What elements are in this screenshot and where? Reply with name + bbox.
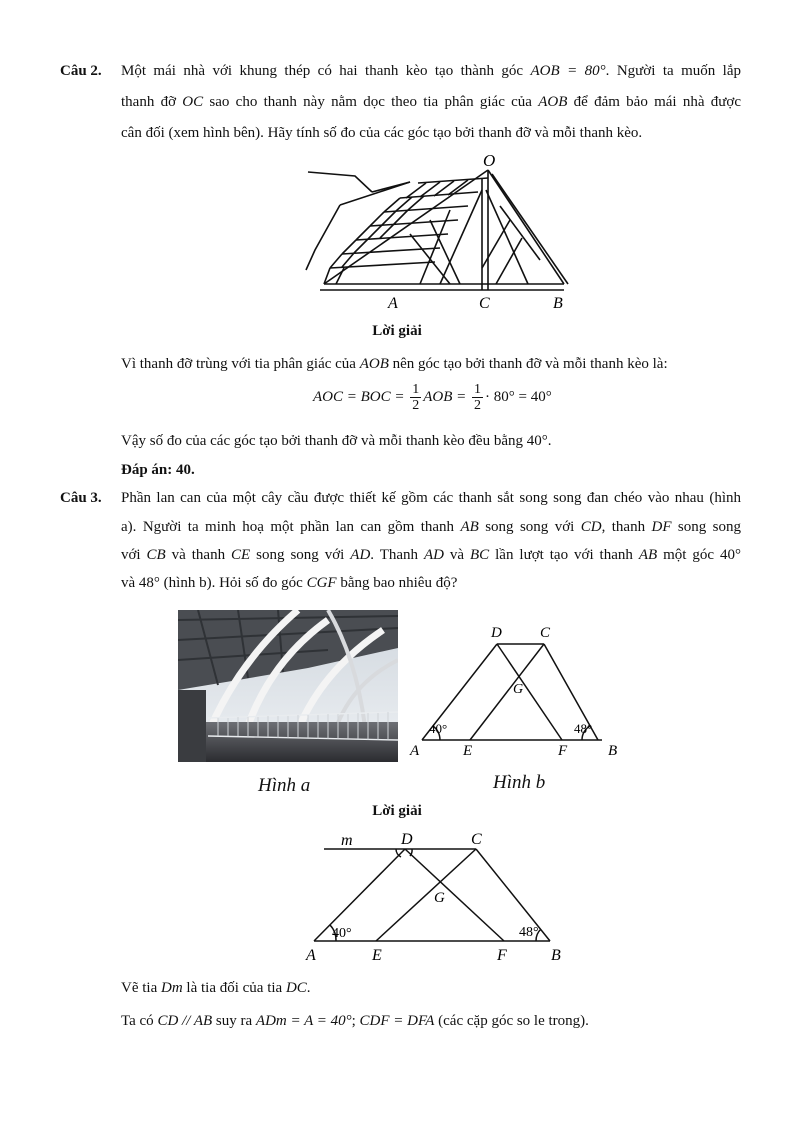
fig-b-label-a: A [410,743,420,759]
caption-hinh-b: Hình b [493,772,546,793]
label-c: C [479,295,490,312]
figure-b-diagram [402,620,622,765]
question-2-label: Câu 2. [60,63,102,79]
sol-label-m: m [341,832,353,849]
question-3-label: Câu 3. [60,490,102,506]
q3-solution-line-1: Vẽ tia Dm là tia đối của tia DC. [121,980,311,996]
fig-b-angle-a: 40° [429,721,448,736]
caption-hinh-a: Hình a [258,775,311,796]
q2-text-line-3: cân đối (xem hình bên). Hãy tính số đo của các góc tạo bởi thanh đỡ và mỗi thanh kèo. [121,125,643,141]
q3-text-line-1: Phần lan can của một cây cầu được thiết kế gồm các thanh sắt song song đan chéo vào nhau (hình [121,490,741,506]
label-a: A [388,295,398,312]
fraction-half-1: $\frac{1}{2}$ [412,382,420,413]
q2-text-line-2: thanh đỡ OC sao cho thanh này nằm dọc theo tia phân giác của AOB để đảm bảo mái nhà được [121,94,741,110]
q3-solution-line-2: Ta có CD // AB suy ra ADm = A = 40°; CDF = DFA (các cặp góc so le trong). [121,1013,589,1029]
fig-b-label-g: G [513,682,524,697]
q3-text-line-3: với CB và thanh CE song song với AD. Thanh AD và BC lần lượt tạo với thanh AB một góc 40° [121,547,741,563]
fraction-half-2: $\frac{1}{2}$ [474,382,482,413]
sol-label-b: B [551,947,561,964]
q3-solution-title: Lời giải [372,803,422,819]
fig-b-label-c: C [540,625,551,641]
q2-conclusion: Vậy số đo của các góc tạo bởi thanh đỡ và mỗi thanh kèo đều bằng 40°. [121,433,552,449]
q2-formula: AOC = BOC = $\frac{1}{2}$ AOB = $\frac{1}{2}$ · 80° = 40° [313,382,552,413]
fig-b-label-b: B [608,743,618,759]
sol-label-d: D [401,831,413,848]
sol-label-f: F [497,947,507,964]
q2-solution-line-1: Vì thanh đỡ trùng với tia phân giác của AOB nên góc tạo bởi thanh đỡ và mỗi thanh kèo là: [121,356,668,372]
bridge-photo [178,610,398,762]
sol-label-g: G [434,890,445,906]
sol-label-c: C [471,831,482,848]
sol-angle-b: 48° [519,925,539,940]
q2-text-line-1: Một mái nhà với khung thép có hai thanh kèo tạo thành góc AOB = 80°. Người ta muốn lắp [121,63,742,79]
fig-b-label-f: F [558,743,568,759]
sol-label-e: E [372,947,382,964]
q3-text-line-4: và 48° (hình b). Hỏi số đo góc CGF bằng bao nhiêu độ? [121,575,458,591]
sol-angle-a: 40° [332,926,352,941]
q2-answer: Đáp án: 40. [121,462,195,478]
q2-solution-title: Lời giải [372,323,422,339]
fig-b-angle-b: 48° [574,721,593,736]
fig-b-label-d: D [491,625,502,641]
sol-label-a: A [306,947,316,964]
label-o: O [483,151,496,170]
fig-b-label-e: E [463,743,473,759]
roof-truss-figure [300,150,580,320]
q3-text-line-2: a). Người ta minh hoạ một phần lan can gồm thanh AB song song với CD, thanh DF song song [121,519,741,535]
label-b: B [553,295,563,312]
solution-diagram [300,825,580,970]
